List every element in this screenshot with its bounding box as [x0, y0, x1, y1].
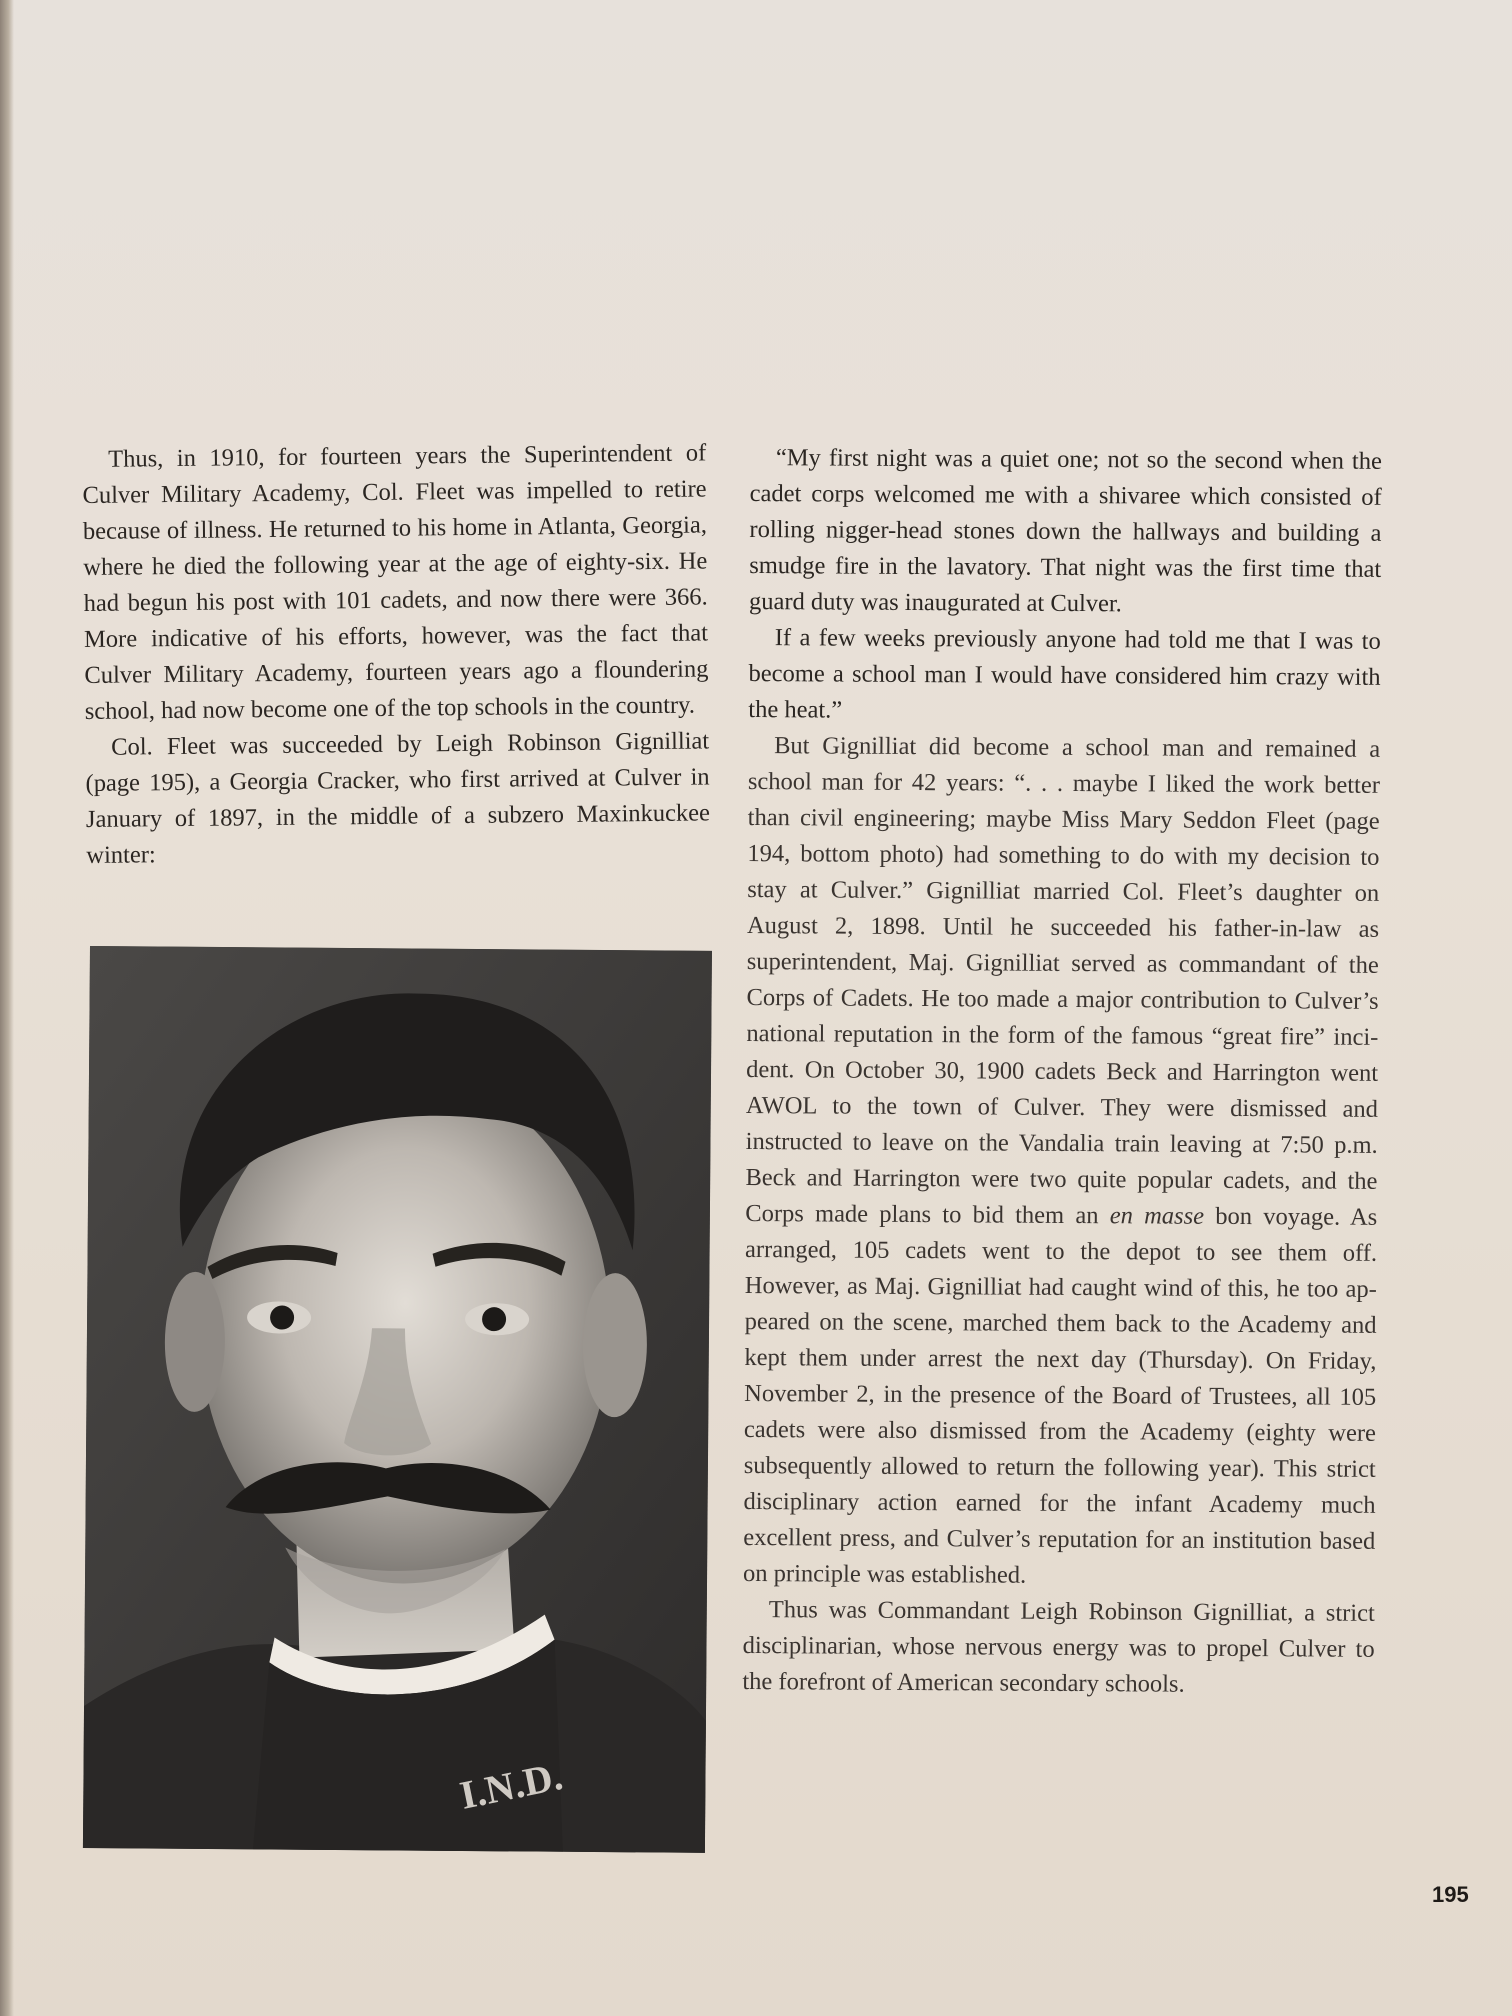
paragraph-great-fire [743, 728, 1380, 1596]
paragraph-gignilliat-intro: Col. Fleet was succeeded by Leigh Robinson Gignilliat (page 195), a Georgia Cracker, who first arrived at Culver in January of 1897, in the middle of a subzero Maxinkuckee winter: [85, 727, 711, 869]
paragraph-school-man-quote: If a few weeks previously anyone had told me that I was to become a school man I would have considered him crazy with the heat.” [748, 624, 1381, 724]
book-gutter-shadow [0, 0, 14, 2016]
collar-insignia-text: I.N.D. [456, 1752, 567, 1818]
right-text-column [742, 440, 1382, 1704]
paragraph-commandant-conclusion: Thus was Commandant Leigh Robinson Gignilliat, a strict disciplinarian, whose nervous energy was to propel Culver to the forefront of American secondary schools. [742, 1596, 1375, 1698]
en-masse-italic: en masse [1109, 1202, 1205, 1230]
paragraph-fleet-retirement: Thus, in 1910, for fourteen years the Superintendent of Culver Military Academy, Col. Fleet was impelled to retire because of illness. He returned to his home in Atlanta, Georgia, where he died the following year at the age of eighty-six. He had begun his post with 101 cadets, and now there were 366. More indicative of his efforts, however, was the fact that Culver Military Academy, fourteen years ago a floundering school, had now become one of the top schools in the country. [82, 439, 709, 725]
left-text-column [82, 435, 710, 874]
page-number: 195 [1432, 1882, 1469, 1907]
paragraph-shivaree-quote: “My first night was a quiet one; not so the second when the cadet corps welcomed me with a shivaree which consisted of rolling nigger-head stones down the hallways and building a smudge fire in the lavatory. That night was the first time that guard duty was inaugurated at Culver. [748, 444, 1382, 618]
great-fire-text: But Gignilliat did become a school man and remained a school man for 42 years: “. . . maybe I liked the work better than civil engineering; maybe Miss Mary Seddon Fleet (page 194, bottom photo) had something to do with my decision to stay at Culver.” Gignilliat married Col. Fleet’s daughter on August 2, 1898. Until he succeeded his father-in-law as superintendent, Maj. Gignilliat served as commandant of the Corps of Cadets. He too made a major contribution to Culver’s national reputation in the form of the famous “great fire” incident. On October 30, 1900 cadets Beck and Harrington went AWOL to the town of Culver. They were dismissed and instructed to leave on the Vandalia train leaving at 7:50 p.m. Beck and Harrington were two quite popular cadets, and the Corps made plans to bid them an [745, 732, 1381, 1230]
great-fire-text-cont: bon voyage. As arranged, 105 cadets went to the depot to see them off. However, as Maj. Gignilliat had caught wind of this, he too appeared on the scene, marched them back to the Academy and kept them under arrest the next day (Thursday). On Friday, November 2, in the presence of the Board of Trustees, all 105 cadets were also dismissed from the Academy (eighty were subsequently allowed to return the following year). This strict disciplinary action earned for the infant Academy much excellent press, and Culver’s reputation for an institution based on principle was established. [742, 1202, 1378, 1589]
portrait-photo-gignilliat [83, 946, 712, 1853]
